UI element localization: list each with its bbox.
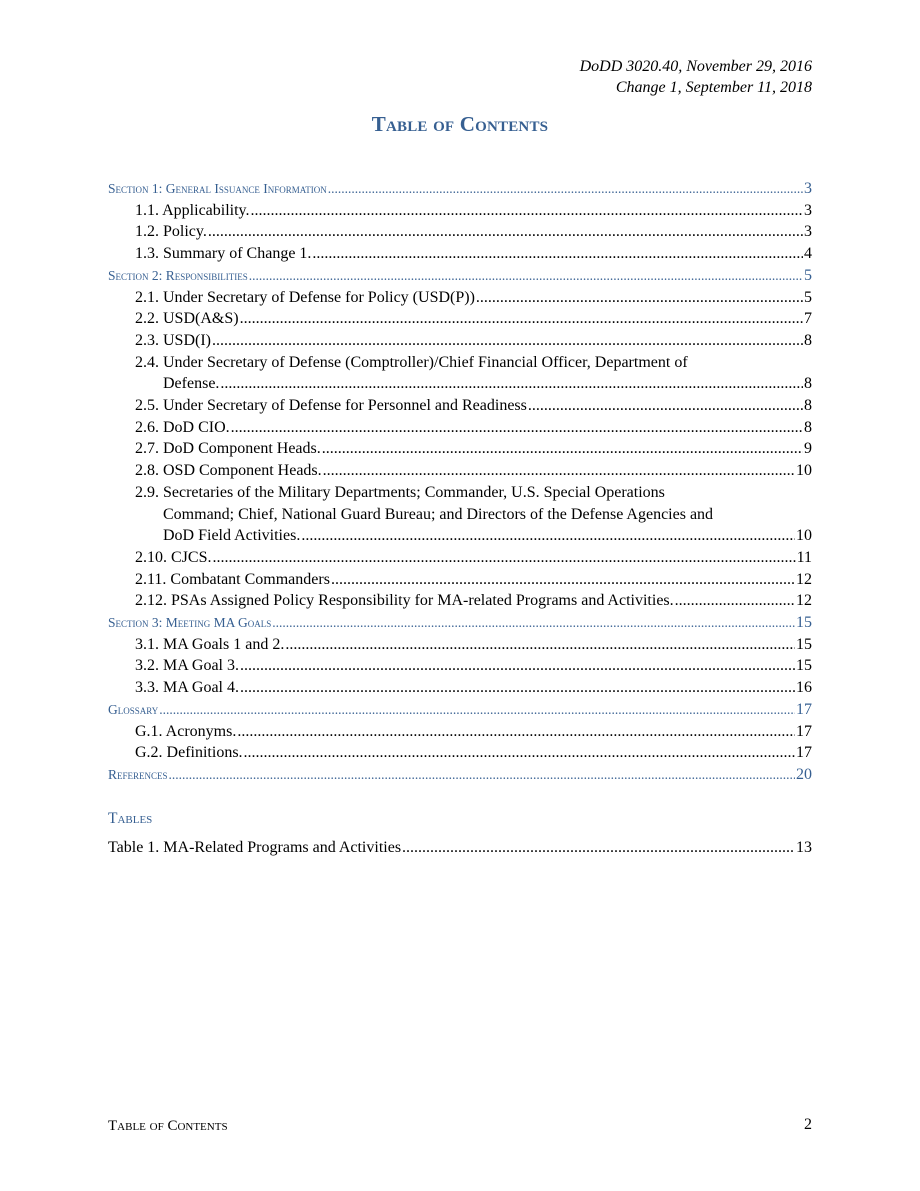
toc-section-text: References <box>108 766 168 782</box>
toc-entry-text: 3.1. MA Goals 1 and 2. <box>135 635 285 653</box>
toc-entry-page: 11 <box>796 548 812 566</box>
toc-section-page: 15 <box>796 614 812 632</box>
toc-entry-link[interactable] <box>108 200 812 222</box>
toc-entry-link[interactable] <box>108 547 812 569</box>
toc-entry-text: 2.4. Under Secretary of Defense (Comptroller)/Chief Financial Officer, Department of <box>135 353 688 371</box>
footer-title: Table of Contents <box>108 1118 228 1134</box>
toc-entry-text: Defense. <box>163 375 220 393</box>
toc-entry-text: 2.6. DoD CIO. <box>135 418 230 436</box>
toc-entry-link[interactable] <box>108 460 812 482</box>
toc-table-link[interactable] <box>108 837 812 859</box>
toc-section-page: 5 <box>804 266 812 284</box>
toc-entry-link[interactable] <box>108 352 812 395</box>
toc-entry-text: 2.10. CJCS. <box>135 548 212 566</box>
toc-entry-link[interactable] <box>108 395 812 417</box>
dot-leader <box>240 677 795 699</box>
toc-entry-text: 2.8. OSD Component Heads. <box>135 462 322 480</box>
dot-leader <box>159 699 795 721</box>
toc-section-link[interactable] <box>108 265 812 287</box>
dot-leader <box>240 308 803 330</box>
toc-entry-text: 2.3. USD(I) <box>135 331 211 349</box>
toc-entry-text: 2.2. USD(A&S) <box>135 310 239 328</box>
toc-entry-text: 2.11. Combatant Commanders <box>135 570 330 588</box>
dot-leader <box>675 590 795 612</box>
toc-section-text: Glossary <box>108 701 159 717</box>
toc-entry-page: 7 <box>804 310 812 328</box>
toc-entry-text: 3.3. MA Goal 4. <box>135 679 239 697</box>
toc-entry-page: 15 <box>796 635 812 653</box>
header-change: Change 1, September 11, 2018 <box>615 79 812 96</box>
toc-section-text: Section 2: Responsibilities <box>108 267 248 283</box>
toc-entry-link[interactable] <box>108 438 812 460</box>
dot-leader <box>331 569 795 591</box>
dot-leader <box>322 438 803 460</box>
toc-section-text: Section 3: Meeting MA Goals <box>108 615 272 631</box>
dot-leader <box>301 525 795 547</box>
toc-entry-page: 4 <box>804 245 812 263</box>
dot-leader <box>244 742 795 764</box>
toc-entry-link[interactable] <box>108 677 812 699</box>
toc-entry-text: G.1. Acronyms. <box>135 722 237 740</box>
toc-entry-page: 17 <box>796 744 812 762</box>
header-doc-id: DoDD 3020.40, November 29, 2016 <box>579 58 812 75</box>
dot-leader <box>212 330 803 352</box>
dot-leader <box>240 655 795 677</box>
toc-entry-link[interactable] <box>108 287 812 309</box>
toc-entry-page: 12 <box>796 570 812 588</box>
toc-entry-link[interactable] <box>108 243 812 265</box>
toc-entry-link[interactable] <box>108 330 812 352</box>
dot-leader <box>476 287 803 309</box>
toc-entry-text: 2.5. Under Secretary of Defense for Personnel and Readiness <box>135 397 527 415</box>
toc-entry-text: 1.2. Policy. <box>135 223 207 241</box>
toc-entry-link[interactable] <box>108 655 812 677</box>
toc-entry-text: 1.3. Summary of Change 1. <box>135 245 312 263</box>
toc-entry-link[interactable] <box>108 221 812 243</box>
toc-entry-page: 10 <box>796 527 812 545</box>
toc-entry-text: 2.9. Secretaries of the Military Departments; Commander, U.S. Special Operations <box>135 483 665 501</box>
toc-entry-text-continued: Command; Chief, National Guard Bureau; and Directors of the Defense Agencies and <box>163 505 714 523</box>
dot-leader <box>272 612 795 634</box>
toc-entry-link[interactable] <box>108 590 812 612</box>
dot-leader <box>528 395 803 417</box>
toc-entry-page: 10 <box>796 462 812 480</box>
dot-leader <box>323 460 795 482</box>
dot-leader <box>212 547 795 569</box>
dot-leader <box>328 178 803 200</box>
tables-heading: Tables <box>108 809 153 827</box>
document-header <box>580 56 812 98</box>
toc-entry-link[interactable] <box>108 482 812 547</box>
toc-entry-page: 8 <box>804 418 812 436</box>
toc-section-link[interactable] <box>108 178 812 200</box>
toc-section-page: 3 <box>804 180 812 197</box>
toc-entry-link[interactable] <box>108 634 812 656</box>
toc-entry-page: 8 <box>804 375 812 393</box>
toc-entry-page: 5 <box>804 288 812 306</box>
toc-entry-text: 2.12. PSAs Assigned Policy Responsibility for MA-related Programs and Activities. <box>135 592 674 610</box>
toc-section-link[interactable] <box>108 699 812 721</box>
toc-entry-page: 12 <box>796 592 812 610</box>
toc-entry-link[interactable] <box>108 721 812 743</box>
dot-leader <box>285 634 795 656</box>
toc-entry-page: 8 <box>804 331 812 349</box>
dot-leader <box>249 265 803 287</box>
toc-section-text: Section 1: General Issuance Information <box>108 181 327 196</box>
dot-leader <box>208 221 803 243</box>
toc-entry-link[interactable] <box>108 569 812 591</box>
toc-entry-link[interactable] <box>108 308 812 330</box>
toc-entry-text: 1.1. Applicability. <box>135 201 250 219</box>
toc-section-page: 20 <box>796 765 812 783</box>
toc-table-text: Table 1. MA-Related Programs and Activities <box>108 839 402 857</box>
page-title: Table of Contents <box>371 112 549 136</box>
toc-entry-page: 3 <box>804 201 812 219</box>
toc-entry-text: 3.2. MA Goal 3. <box>135 657 239 675</box>
dot-leader <box>312 243 803 265</box>
toc-table-page: 13 <box>796 839 812 857</box>
toc-entry-text: G.2. Definitions. <box>135 744 243 762</box>
dot-leader <box>169 764 795 786</box>
page-number: 2 <box>804 1116 812 1133</box>
toc-entry-link[interactable] <box>108 742 812 764</box>
toc-entry-page: 16 <box>796 679 812 697</box>
toc-entry-link[interactable] <box>108 417 812 439</box>
dot-leader <box>402 837 795 859</box>
toc-section-link[interactable] <box>108 764 812 786</box>
toc-entry-page: 3 <box>804 223 812 241</box>
toc-entry-text: 2.1. Under Secretary of Defense for Policy (USD(P)) <box>135 288 475 306</box>
toc-section-page: 17 <box>796 700 812 718</box>
dot-leader <box>251 200 803 222</box>
toc-entry-text: 2.7. DoD Component Heads. <box>135 440 321 458</box>
dot-leader <box>237 721 795 743</box>
dot-leader <box>220 373 803 395</box>
toc-entry-text: DoD Field Activities. <box>163 527 301 545</box>
toc-entry-page: 8 <box>804 397 812 415</box>
toc-entry-page: 9 <box>804 440 812 458</box>
toc-entry-page: 17 <box>796 722 812 740</box>
table-of-contents <box>108 178 812 859</box>
toc-entry-page: 15 <box>796 657 812 675</box>
dot-leader <box>231 417 803 439</box>
toc-section-link[interactable] <box>108 612 812 634</box>
